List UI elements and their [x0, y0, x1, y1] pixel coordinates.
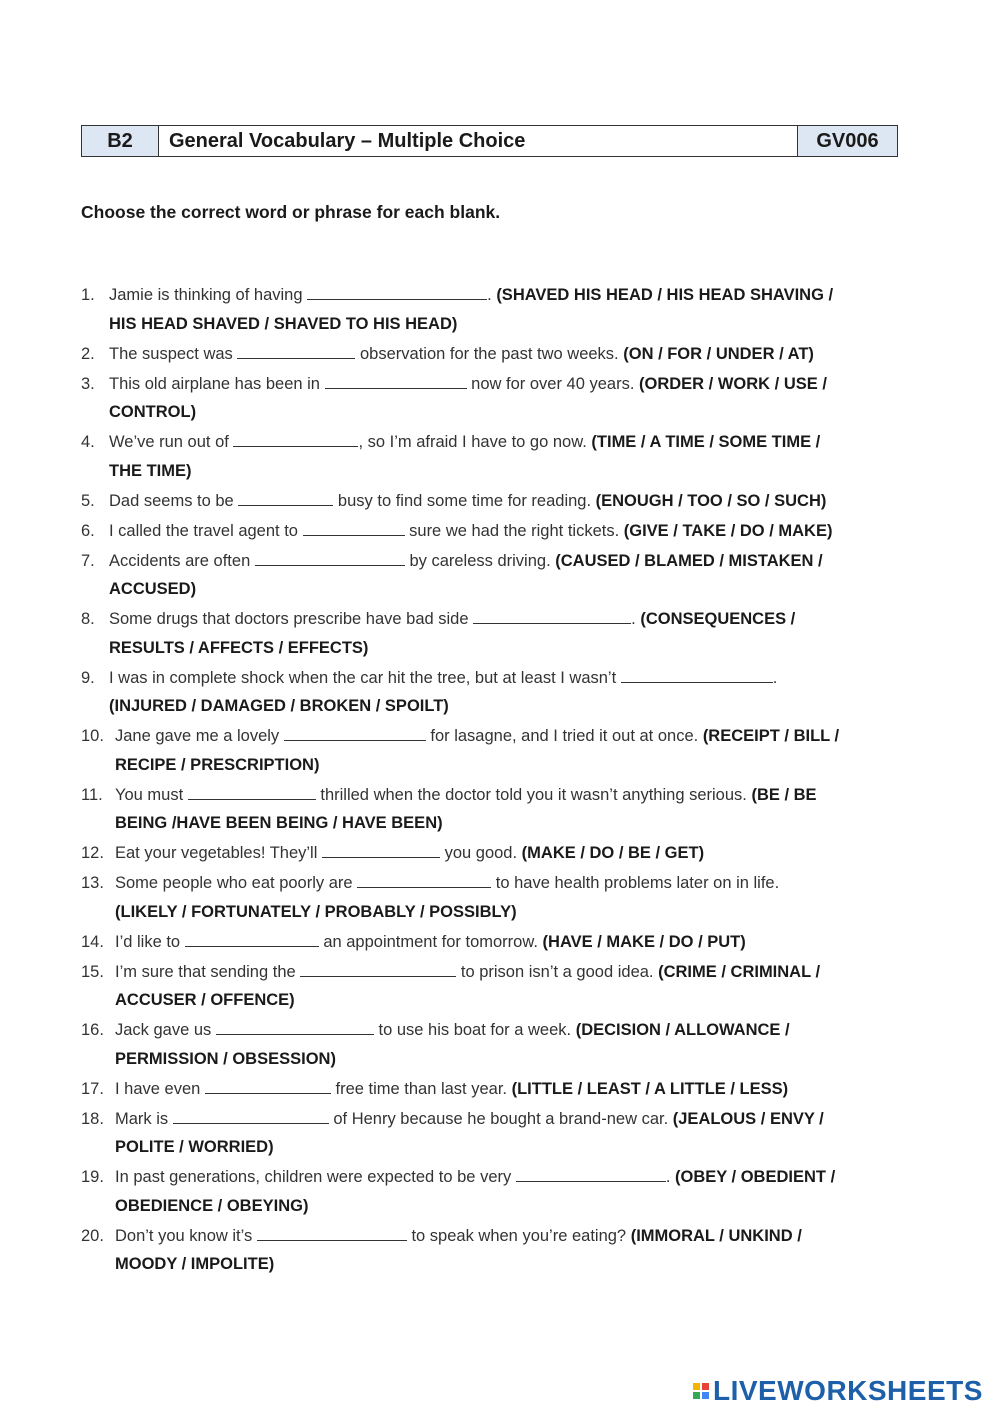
question-item [81, 428, 911, 485]
answer-options-continued: RESULTS / AFFECTS / EFFECTS) [109, 638, 369, 657]
answer-options: (ENOUGH / TOO / SO / SUCH) [595, 491, 827, 510]
answer-options-continued: RECIPE / PRESCRIPTION) [115, 755, 320, 774]
question-text-before: Jack gave us [115, 1021, 212, 1039]
question-number: 1. [81, 286, 95, 304]
question-item [81, 839, 911, 868]
title-bar [81, 125, 898, 157]
answer-options-continued: ACCUSER / OFFENCE) [115, 991, 295, 1009]
question-item [81, 1163, 911, 1220]
question-item [81, 722, 911, 779]
question-text-after: by careless driving. [409, 551, 551, 570]
answer-blank[interactable] [257, 1224, 407, 1241]
worksheet-code: GV006 [797, 126, 897, 156]
question-item [81, 487, 911, 516]
question-text-after: thrilled when the doctor told you it wasn’t anything serious. [320, 785, 747, 804]
answer-blank[interactable] [205, 1077, 331, 1094]
answer-options: (CRIME / CRIMINAL / [658, 962, 821, 981]
question-item [81, 1075, 911, 1104]
question-text-after: free time than last year. [335, 1079, 508, 1098]
answer-options: (SHAVED HIS HEAD / HIS HEAD SHAVING / [496, 286, 834, 304]
answer-options-continued: BEING /HAVE BEEN BEING / HAVE BEEN) [115, 814, 443, 832]
question-text-after: . [487, 286, 492, 304]
answer-options: (LITTLE / LEAST / A LITTLE / LESS) [511, 1079, 789, 1098]
question-text-after: observation for the past two weeks. [360, 344, 619, 363]
answer-options: (RECEIPT / BILL / [702, 727, 840, 745]
question-text-after: , so I’m afraid I have to go now. [358, 433, 587, 451]
question-item [81, 605, 911, 662]
answer-options-continued: HIS HEAD SHAVED / SHAVED TO HIS HEAD) [109, 314, 458, 333]
answer-blank[interactable] [322, 841, 440, 858]
answer-blank[interactable] [216, 1018, 374, 1035]
answer-blank[interactable] [255, 549, 405, 566]
question-text-before: I’d like to [115, 932, 181, 951]
answer-blank[interactable] [238, 489, 333, 506]
question-item [81, 1016, 911, 1073]
answer-options: (IMMORAL / UNKIND / [630, 1226, 802, 1245]
question-item [81, 958, 911, 1015]
question-number: 15. [81, 962, 104, 981]
question-number: 16. [81, 1021, 104, 1039]
question-item [81, 664, 911, 721]
logo-text: LIVEWORKSHEETS [713, 1375, 983, 1406]
question-number: 2. [81, 344, 95, 363]
question-text-before: This old airplane has been in [109, 374, 320, 393]
question-text-before: You must [115, 785, 184, 804]
question-text-after: to speak when you’re eating? [411, 1226, 627, 1245]
question-text-after: for lasagne, and I tried it out at once. [430, 727, 699, 745]
question-text-after: sure we had the right tickets. [409, 521, 620, 540]
question-number: 11. [81, 785, 103, 804]
answer-blank[interactable] [233, 430, 358, 447]
question-item [81, 1105, 911, 1162]
answer-blank[interactable] [173, 1107, 329, 1124]
answer-options: (HAVE / MAKE / DO / PUT) [542, 932, 746, 951]
question-number: 14. [81, 932, 104, 951]
question-text-after: of Henry because he bought a brand-new car. [333, 1109, 669, 1128]
answer-blank[interactable] [185, 930, 319, 947]
answer-blank[interactable] [516, 1165, 666, 1182]
question-text-before: I have even [115, 1079, 201, 1098]
question-number: 5. [81, 491, 95, 510]
answer-options: (OBEY / OBEDIENT / [675, 1168, 836, 1186]
answer-blank[interactable] [357, 871, 491, 888]
question-text-before: We’ve run out of [109, 433, 229, 451]
question-text-before: Accidents are often [109, 551, 251, 570]
question-number: 12. [81, 844, 104, 862]
question-number: 18. [81, 1109, 104, 1128]
question-number: 13. [81, 874, 104, 892]
answer-options: (ON / FOR / UNDER / AT) [623, 344, 814, 363]
question-number: 9. [81, 668, 95, 687]
answer-options: (DECISION / ALLOWANCE / [575, 1021, 790, 1039]
question-item [81, 340, 911, 369]
answer-options: (TIME / A TIME / SOME TIME / [591, 433, 821, 451]
question-item [81, 928, 911, 957]
answer-options-continued: (INJURED / DAMAGED / BROKEN / SPOILT) [109, 697, 449, 715]
answer-options: (BE / BE [751, 785, 817, 804]
question-item [81, 781, 911, 838]
question-text-before: Eat your vegetables! They’ll [115, 844, 318, 862]
question-number: 10. [81, 727, 104, 745]
question-item [81, 547, 911, 604]
question-text-after: to prison isn’t a good idea. [460, 962, 654, 981]
question-text-before: Don’t you know it’s [115, 1226, 253, 1245]
answer-options-continued: OBEDIENCE / OBEYING) [115, 1196, 309, 1215]
answer-options: (CAUSED / BLAMED / MISTAKEN / [555, 551, 823, 570]
question-text-after: . [665, 1168, 671, 1186]
worksheet-title: General Vocabulary – Multiple Choice [169, 129, 526, 152]
question-text-after: you good. [444, 844, 518, 862]
question-text-before: In past generations, children were expected to be very [115, 1168, 512, 1186]
question-text-after: to use his boat for a week. [378, 1021, 572, 1039]
answer-options-continued: POLITE / WORRIED) [115, 1138, 274, 1156]
answer-blank[interactable] [284, 724, 426, 741]
answer-options: (GIVE / TAKE / DO / MAKE) [623, 521, 833, 540]
question-item [81, 1222, 911, 1279]
question-item [81, 517, 911, 546]
question-number: 19. [81, 1168, 104, 1186]
answer-options: (JEALOUS / ENVY / [672, 1109, 824, 1128]
answer-blank[interactable] [307, 283, 487, 300]
answer-options-continued: MOODY / IMPOLITE) [115, 1255, 275, 1273]
answer-blank[interactable] [237, 342, 355, 359]
question-list [81, 281, 911, 1280]
question-text-before: I’m sure that sending the [115, 962, 296, 981]
answer-options: (MAKE / DO / BE / GET) [521, 844, 705, 862]
question-item [81, 370, 911, 427]
question-text-after: . [772, 668, 778, 687]
level-badge: B2 [82, 126, 159, 156]
answer-options-continued: CONTROL) [109, 403, 197, 421]
liveworksheets-logo [693, 1375, 983, 1407]
question-number: 17. [81, 1079, 104, 1098]
answer-blank[interactable] [325, 372, 467, 389]
answer-blank[interactable] [188, 783, 316, 800]
question-text-before: Jane gave me a lovely [115, 727, 280, 745]
question-text-after: to have health problems later on in life. [495, 874, 780, 892]
answer-blank[interactable] [300, 960, 456, 977]
question-number: 20. [81, 1226, 104, 1245]
answer-blank[interactable] [473, 607, 631, 624]
answer-options: (ORDER / WORK / USE / [639, 374, 827, 393]
question-text-before: The suspect was [109, 344, 233, 363]
answer-options-continued: (LIKELY / FORTUNATELY / PROBABLY / POSSIBLY) [115, 902, 517, 921]
question-number: 7. [81, 551, 95, 570]
question-text-before: Some drugs that doctors prescribe have bad side [109, 610, 469, 628]
question-text-after: . [631, 610, 636, 628]
question-number: 4. [81, 433, 95, 451]
question-item [81, 869, 911, 926]
question-text-before: Jamie is thinking of having [109, 286, 303, 304]
question-text-after: an appointment for tomorrow. [323, 932, 538, 951]
question-text-before: Some people who eat poorly are [115, 874, 353, 892]
question-text-after: now for over 40 years. [471, 374, 635, 393]
question-number: 8. [81, 610, 95, 628]
answer-options-continued: THE TIME) [109, 461, 192, 480]
question-item [81, 281, 911, 338]
answer-options-continued: ACCUSED) [109, 580, 197, 598]
question-number: 3. [81, 374, 95, 393]
answer-options-continued: PERMISSION / OBSESSION) [115, 1049, 336, 1068]
question-text-after: busy to find some time for reading. [337, 491, 592, 510]
question-text-before: Mark is [115, 1109, 169, 1128]
answer-options: (CONSEQUENCES / [640, 610, 796, 628]
answer-blank[interactable] [621, 666, 773, 683]
question-text-before: Dad seems to be [109, 491, 234, 510]
question-text-before: I was in complete shock when the car hit the tree, but at least I wasn’t [109, 668, 617, 687]
liveworksheets-logo-icon [693, 1383, 709, 1399]
answer-blank[interactable] [303, 519, 405, 536]
question-number: 6. [81, 521, 95, 540]
instruction-text: Choose the correct word or phrase for each blank. [81, 202, 501, 222]
question-text-before: I called the travel agent to [109, 521, 298, 540]
